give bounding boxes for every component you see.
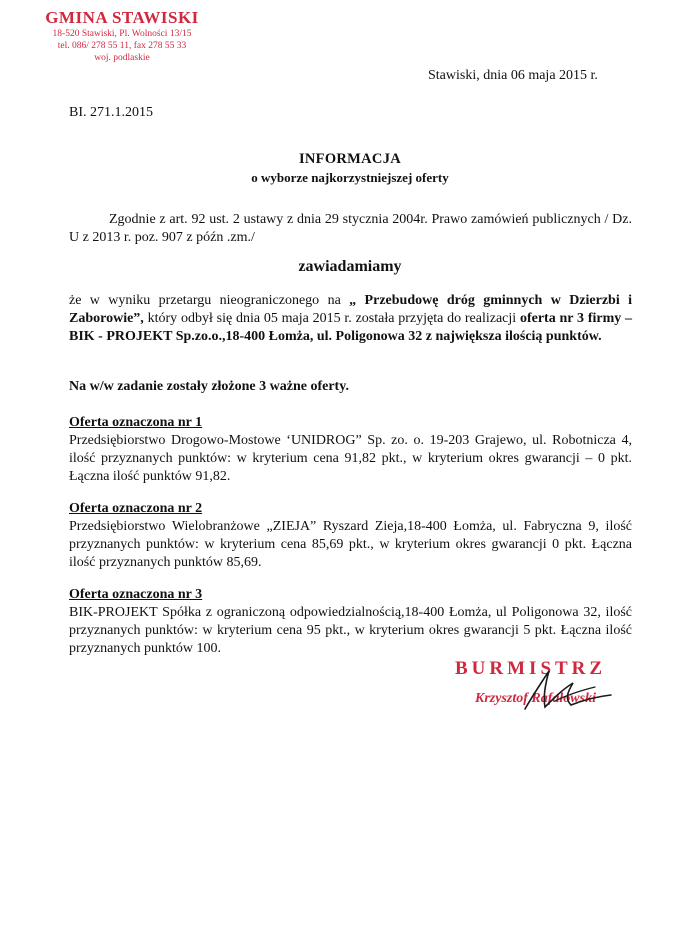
offer-text: Przedsiębiorstwo Drogowo-Mostowe ‘UNIDROG” Sp. zo. o. 19-203 Grajewo, ul. Robotnicza 4, ilość przyznanych punktów: w kryterium cena 91,82 pkt., w kryterium okres gwarancji – 0 pkt. Łączna ilość punktów 91,82.: [69, 433, 632, 484]
signature-title: BURMISTRZ: [455, 658, 607, 679]
announcement-paragraph: [69, 292, 632, 346]
offers-summary: Na w/w zadanie zostały złożone 3 ważne oferty.: [69, 379, 349, 394]
handwritten-signature-icon: [515, 665, 625, 715]
offer-text: BIK-PROJEKT Spółka z ograniczoną odpowiedzialnością,18-400 Łomża, ul Poligonowa 32, ilość przyznanych punktów: w kryterium cena 95 pkt., w kryterium okres gwarancji 5 pkt. Łączna ilość przyznanych punktów 100.: [69, 605, 632, 656]
offer-text: Przedsiębiorstwo Wielobranżowe „ZIEJA” Ryszard Zieja,18-400 Łomża, ul. Fabryczna 9, ilość przyznanych punktów: w kryterium cena 85,69 pkt., w kryterium okres gwarancji 0 pkt. Łączna ilość przyznanych punktów 85,69.: [69, 519, 632, 570]
municipality-stamp: [22, 8, 222, 64]
stamp-org-name: GMINA STAWISKI: [45, 8, 199, 27]
signature-name: Krzysztof Rafałowski: [475, 691, 596, 706]
document-subtitle: o wyborze najkorzystniejszej oferty: [251, 170, 449, 185]
offer-heading: Oferta oznaczona nr 2: [69, 501, 203, 516]
date-line: Stawiski, dnia 06 maja 2015 r.: [428, 68, 598, 83]
offer-1: [69, 414, 632, 486]
offer-heading: Oferta oznaczona nr 1: [69, 415, 203, 430]
stamp-region: woj. podlaskie: [94, 53, 150, 63]
offer-heading: Oferta oznaczona nr 3: [69, 587, 203, 602]
stamp-phone: tel. 086/ 278 55 11, fax 278 55 33: [57, 41, 187, 51]
signature-block: [455, 657, 635, 707]
announcement-text-1: że w wyniku przetargu nieograniczonego na: [69, 293, 341, 308]
reference-number: BI. 271.1.2015: [69, 105, 153, 120]
notice-heading: zawiadamiamy: [298, 258, 402, 275]
offer-3: [69, 586, 632, 658]
document-title: INFORMACJA: [298, 151, 402, 167]
stamp-address: 18-520 Stawiski, Pl. Wolności 13/15: [52, 29, 192, 39]
announcement-text-2: który odbył się dnia 05 maja 2015 r. została przyjęta do realizacji: [147, 311, 517, 326]
announcement-tender-name: „ Przebudowę dróg gminnych w Dzierzbi i Zaborowie”,: [69, 293, 632, 326]
legal-basis-paragraph: Zgodnie z art. 92 ust. 2 ustawy z dnia 29 stycznia 2004r. Prawo zamówień publicznych / Dz. U z 2013 r. poz. 907 z późn .zm./: [69, 212, 632, 245]
announcement-winner: oferta nr 3 firmy – BIK - PROJEKT Sp.zo.o.,18-400 Łomża, ul. Poligonowa 32 z największa ilością punktów.: [69, 311, 633, 344]
offer-2: [69, 500, 632, 572]
